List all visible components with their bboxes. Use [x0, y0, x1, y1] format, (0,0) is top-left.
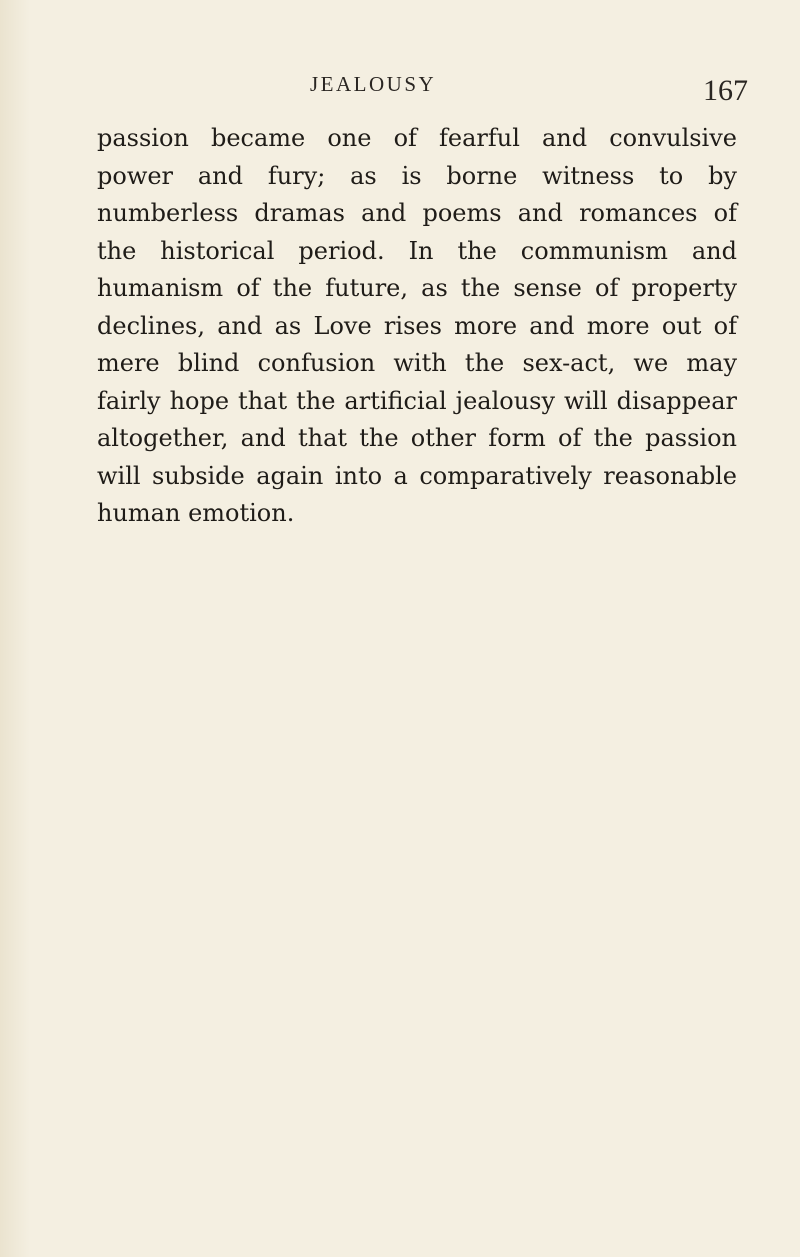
text-line: fairly hope that the artificial jealousy will disappear — [97, 386, 737, 415]
text-line: power and fury; as is borne witness to by — [97, 161, 737, 190]
page-number: 167 — [703, 74, 748, 107]
text-line-last: human emotion. — [97, 499, 295, 527]
text-line: altogether, and that the other form of the passion — [97, 424, 737, 452]
text-line: humanism of the future, as the sense of property — [97, 274, 737, 302]
body-paragraph — [97, 120, 737, 533]
running-head: JEALOUSY — [310, 72, 437, 96]
text-line: passion became one of fearful and convulsive — [97, 124, 737, 152]
text-line: numberless dramas and poems and romances of — [97, 199, 737, 227]
text-line: mere blind confusion with the sex-act, we may — [97, 349, 737, 377]
text-line: the historical period. In the communism and — [97, 236, 737, 265]
text-line: will subside again into a comparatively reasonable — [97, 461, 737, 490]
text-line: declines, and as Love rises more and more out of — [97, 311, 737, 340]
